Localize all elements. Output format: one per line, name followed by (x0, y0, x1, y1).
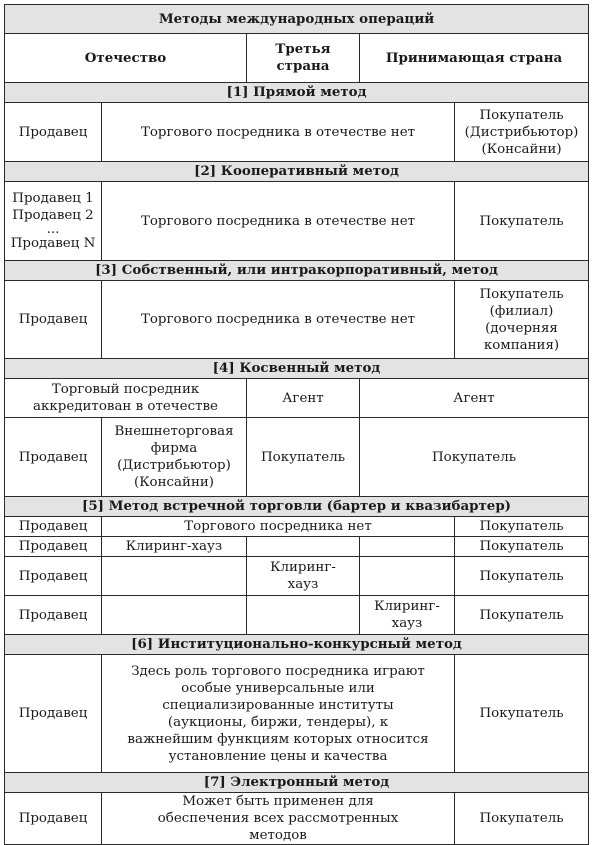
middle-cell: Торгового посредника в отечестве нет (102, 182, 455, 261)
seller-item: Продавец 1 (12, 191, 94, 206)
buyer-third-cell: Покупатель (247, 418, 360, 497)
middle-cell: Торгового посредника в отечестве нет (102, 281, 455, 359)
clearing-house-cell: Клиринг-хауз (360, 596, 455, 635)
section-title-cooperative: [2] Кооперативный метод (5, 162, 589, 182)
buyer-cell: Покупатель (455, 655, 589, 773)
buyer-cell: Покупатель (филиал) (дочерняя компания) (455, 281, 589, 359)
section-title-indirect: [4] Косвенный метод (5, 359, 589, 379)
seller-cell: Продавец (5, 596, 102, 635)
seller-cell: Продавец (5, 103, 102, 162)
section-title-intracorporate: [3] Собственный, или интракорпоративный, метод (5, 261, 589, 281)
empty-cell (247, 596, 360, 635)
column-host: Принимающая страна (360, 34, 589, 83)
methods-table (4, 4, 589, 845)
seller-item: Продавец N (10, 236, 96, 251)
empty-cell (360, 537, 455, 557)
empty-cell (247, 537, 360, 557)
buyer-cell: Покупатель (455, 182, 589, 261)
seller-cell: Продавец (5, 655, 102, 773)
sellers-cell (5, 182, 102, 261)
clearing-house-cell: Клиринг-хауз (102, 537, 247, 557)
table-title: Методы международных операций (5, 5, 589, 34)
buyer-cell: Покупатель (455, 596, 589, 635)
column-home: Отечество (5, 34, 247, 83)
seller-cell: Продавец (5, 793, 102, 845)
agent-host-cell: Агент (360, 379, 589, 418)
agent-third-cell: Агент (247, 379, 360, 418)
institutional-description-cell: Здесь роль торгового посредника играют особые универсальные или специализированные институты (аукционы, биржи, тендеры), к важнейшим функциям которых относится установление цены и качества (102, 655, 455, 773)
section-title-electronic: [7] Электронный метод (5, 773, 589, 793)
foreign-trade-firm-cell: Внешнеторговая фирма (Дистрибьютор) (Консайни) (102, 418, 247, 497)
empty-cell (102, 557, 247, 596)
buyer-cell: Покупатель (Дистрибьютор) (Консайни) (455, 103, 589, 162)
seller-cell: Продавец (5, 281, 102, 359)
buyer-cell: Покупатель (455, 557, 589, 596)
column-third: Третья страна (247, 34, 360, 83)
empty-cell (102, 596, 247, 635)
electronic-description-cell: Может быть применен для обеспечения всех рассмотренных методов (102, 793, 455, 845)
seller-cell: Продавец (5, 557, 102, 596)
buyer-cell: Покупатель (455, 517, 589, 537)
section-title-institutional: [6] Институционально-конкурсный метод (5, 635, 589, 655)
buyer-host-cell: Покупатель (360, 418, 589, 497)
empty-cell (360, 557, 455, 596)
seller-cell: Продавец (5, 418, 102, 497)
buyer-cell: Покупатель (455, 537, 589, 557)
seller-item: Продавец 2 (12, 208, 94, 223)
seller-cell: Продавец (5, 517, 102, 537)
clearing-house-cell: Клиринг-хауз (247, 557, 360, 596)
section-title-countertrade: [5] Метод встречной торговли (бартер и квазибартер) (5, 497, 589, 517)
seller-item: ... (46, 222, 60, 237)
no-intermediary-cell: Торгового посредника нет (102, 517, 455, 537)
buyer-cell: Покупатель (455, 793, 589, 845)
section-title-direct: [1] Прямой метод (5, 83, 589, 103)
middle-cell: Торгового посредника в отечестве нет (102, 103, 455, 162)
seller-cell: Продавец (5, 537, 102, 557)
accredited-intermediary-cell: Торговый посредник аккредитован в отечестве (5, 379, 247, 418)
